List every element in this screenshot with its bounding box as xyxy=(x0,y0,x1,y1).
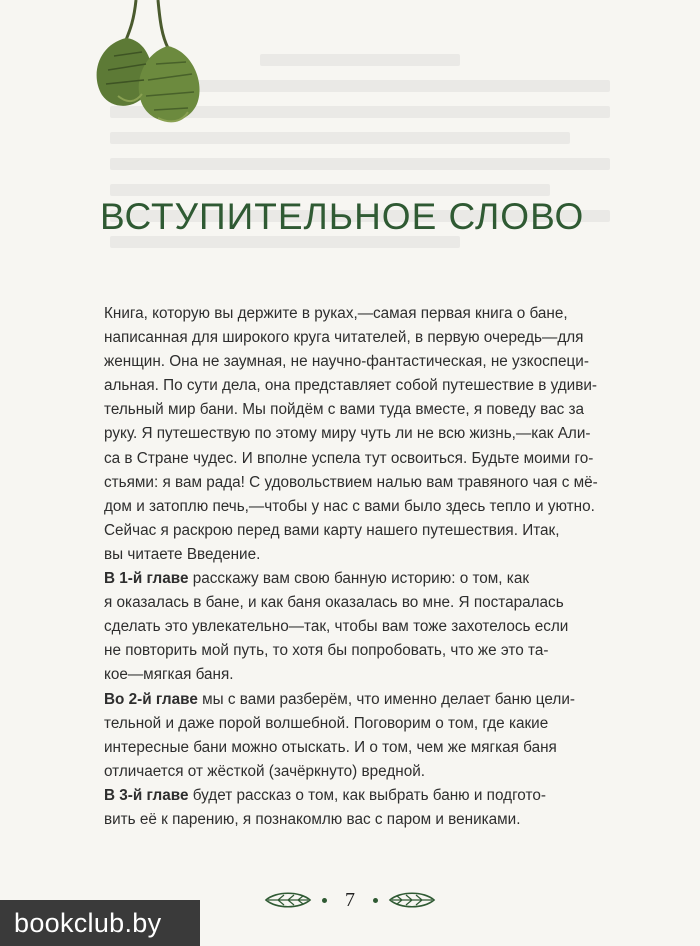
leaf-left-icon xyxy=(264,891,312,909)
text-line: са в Стране чудес. И вполне успела тут освоиться. Будьте моими го- xyxy=(104,449,594,467)
leaf-right-icon xyxy=(388,891,436,909)
paragraph-chapter-3 xyxy=(104,784,604,832)
page-number: 7 xyxy=(345,888,355,911)
text-line: Сейчас я раскрою перед вами карту нашего путешествия. Итак, xyxy=(104,521,560,539)
bullet-icon xyxy=(373,898,378,903)
site-watermark[interactable]: bookclub.by xyxy=(0,900,200,946)
text-line: написанная для широкого круга читателей, в первую очередь—для xyxy=(104,329,584,347)
text-line: Во 2-й главе мы с вами разберём, что именно делает баню цели- xyxy=(104,690,575,708)
text-line: руку. Я путешествую по этому миру чуть ли не всю жизнь,—как Али- xyxy=(104,425,591,443)
text-line: вить её к парению, я познакомлю вас с паром и вениками. xyxy=(104,810,521,828)
text-line: альная. По сути дела, она представляет собой путешествие в удиви- xyxy=(104,377,597,395)
text-line: я оказалась в бане, и как баня оказалась во мне. Я постаралась xyxy=(104,594,564,612)
birch-broom-illustration xyxy=(88,0,208,135)
text-line: тельной и даже порой волшебной. Поговорим о том, где какие xyxy=(104,714,549,732)
text-line: дом и затоплю печь,—чтобы у нас с вами было здесь тепло и уютно. xyxy=(104,497,595,515)
paragraph-chapter-1 xyxy=(104,567,604,687)
text-line: Книга, которую вы держите в руках,—самая первая книга о бане, xyxy=(104,305,568,322)
text-line: кое—мягкая баня. xyxy=(104,666,234,684)
chapter-ref: В 3-й главе xyxy=(104,786,189,804)
paragraph-chapter-2 xyxy=(104,688,604,784)
text-line: В 1-й главе расскажу вам свою банную историю: о том, как xyxy=(104,570,530,588)
bullet-icon xyxy=(322,898,327,903)
body-text xyxy=(104,302,604,832)
text-line: отличается от жёсткой (зачёркнуто) вредной. xyxy=(104,762,426,780)
text-line: не повторить мой путь, то хотя бы попробовать, что же это та- xyxy=(104,642,549,660)
text-line: тельный мир бани. Мы пойдём с вами туда вместе, я поведу вас за xyxy=(104,401,585,419)
text-line: женщин. Она не заумная, не научно-фантастическая, не узкоспеци- xyxy=(104,353,589,371)
chapter-heading: ВСТУПИТЕЛЬНОЕ СЛОВО xyxy=(100,196,585,237)
chapter-ref: В 1-й главе xyxy=(104,570,189,588)
text-line: стьями: я вам рада! С удовольствием налью вам травяного чая с мё- xyxy=(104,473,598,491)
text-line: В 3-й главе будет рассказ о том, как выбрать баню и подгото- xyxy=(104,786,546,804)
text-line: вы читаете Введение. xyxy=(104,545,261,563)
paragraph-intro xyxy=(104,302,604,567)
text-line: интересные бани можно отыскать. И о том, чем же мягкая баня xyxy=(104,738,557,756)
text-line: сделать это увлекательно—так, чтобы вам тоже захотелось если xyxy=(104,618,569,636)
chapter-ref: Во 2-й главе xyxy=(104,690,198,708)
